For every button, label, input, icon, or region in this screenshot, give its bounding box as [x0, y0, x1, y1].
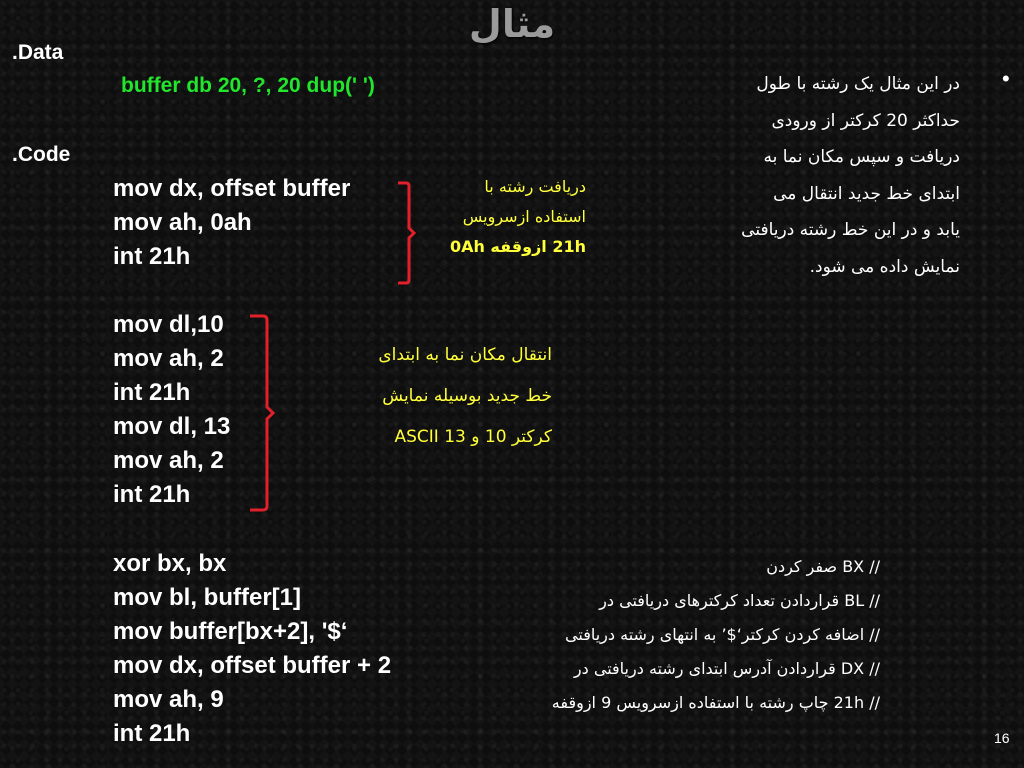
- note-line: خط جدید بوسیله نمایش: [382, 386, 552, 406]
- description-line: نمایش داده می شود.: [809, 256, 960, 277]
- description-line: یابد و در این خط رشته دریافتی: [741, 220, 960, 240]
- code-line: int 21h: [113, 720, 191, 747]
- description-line: در این مثال یک رشته با طول: [756, 74, 960, 94]
- code-comment: // BX صفر کردن: [766, 557, 880, 576]
- code-line: int 21h: [113, 379, 191, 406]
- code-line: int 21h: [113, 481, 191, 508]
- code-line: mov ah, 2: [113, 447, 224, 474]
- code-section-label: .Code: [12, 143, 71, 166]
- code-line: mov dl, 13: [113, 413, 231, 440]
- code-line: int 21h: [113, 243, 191, 270]
- code-comment: // 21h چاپ رشته با استفاده ازسرویس 9 ازوقفه: [551, 693, 880, 712]
- code-line: mov dx, offset buffer + 2: [113, 652, 392, 679]
- code-line: mov ah, 0ah: [113, 209, 252, 236]
- note-newline: [280, 335, 552, 458]
- code-block-print: [113, 547, 391, 751]
- note-line: دریافت رشته با: [484, 177, 586, 196]
- description-line: دریافت و سپس مکان نما به: [763, 147, 960, 167]
- slide-title: مثال: [468, 2, 556, 46]
- note-line: انتقال مکان نما به ابتدای: [378, 345, 552, 365]
- bullet-marker: •: [1002, 66, 1010, 91]
- code-comment: // BL قراردادن تعداد کرکترهای دریافتی در: [599, 591, 880, 610]
- code-comments: [440, 550, 880, 720]
- buffer-declaration: buffer db 20, ?, 20 dup(' '): [121, 74, 375, 97]
- description-line: حداکثر 20 کرکتر از ورودی: [771, 110, 960, 131]
- note-input: [420, 172, 586, 262]
- code-block-input: [113, 172, 350, 274]
- code-line: mov bl, buffer[1]: [113, 584, 302, 611]
- code-comment: // اضافه کردن کرکتر‘$’ به انتهای رشته دریافتی: [565, 625, 880, 644]
- code-line: xor bx, bx: [113, 550, 227, 577]
- code-line: mov ah, 9: [113, 686, 224, 713]
- code-line: mov dl,10: [113, 311, 224, 338]
- code-line: mov dx, offset buffer: [113, 175, 351, 202]
- code-line: mov ah, 2: [113, 345, 224, 372]
- note-line: استفاده ازسرویس: [462, 207, 586, 226]
- bracket-input: [396, 180, 416, 286]
- code-line: mov buffer[bx+2], '$‘: [113, 618, 348, 645]
- bracket-newline: [248, 313, 274, 513]
- data-section-label: .Data: [12, 41, 64, 64]
- description-line: ابتدای خط جدید انتقال می: [773, 183, 960, 204]
- code-block-newline: [113, 308, 230, 512]
- description-paragraph: [620, 66, 960, 285]
- note-line: 21h ازوقفه 0Ah: [449, 237, 586, 256]
- code-comment: // DX قراردادن آدرس ابتدای رشته دریافتی در: [573, 659, 880, 678]
- page-number: 16: [994, 730, 1010, 746]
- note-line: کرکتر 10 و 13 ASCII: [394, 427, 552, 447]
